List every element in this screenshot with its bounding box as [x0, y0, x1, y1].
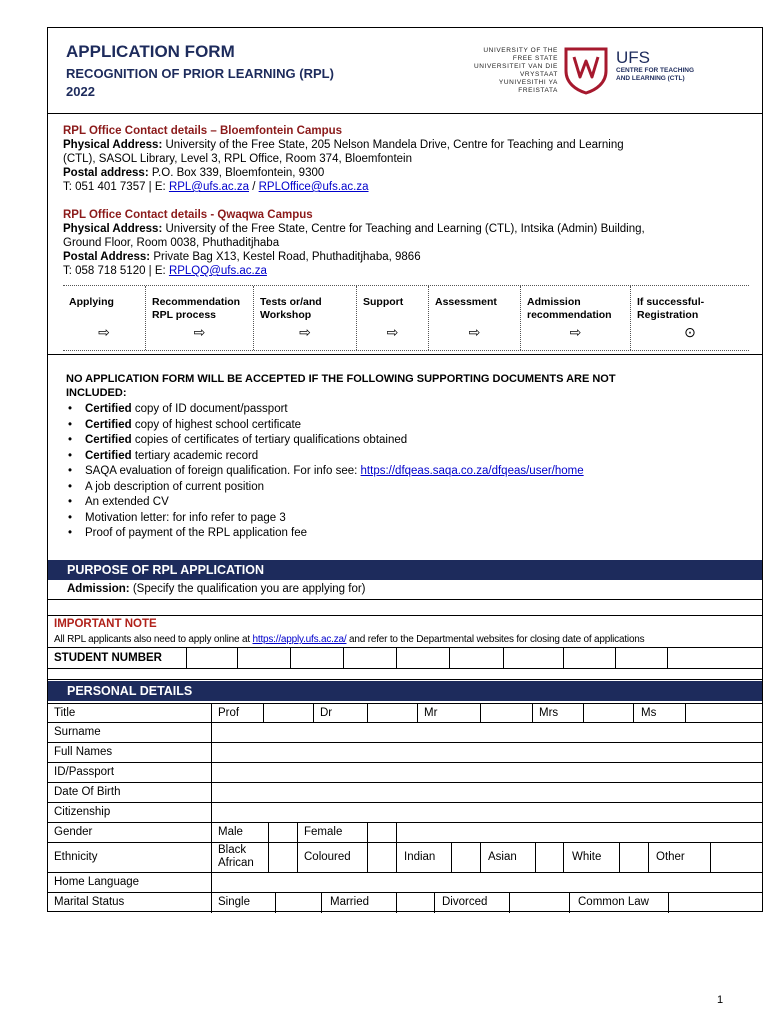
- cell-divider: [211, 843, 212, 872]
- option-female: Female: [304, 826, 343, 838]
- spacer-row: [48, 669, 762, 680]
- arrow-right-icon: ⇨: [299, 324, 311, 340]
- checkbox-divorced[interactable]: [509, 893, 569, 913]
- citizenship-row: [48, 803, 762, 823]
- physical-label: Physical Address:: [63, 223, 163, 235]
- checkbox-married[interactable]: [396, 893, 434, 913]
- phone-text: T: 058 718 5120 | E:: [63, 265, 166, 277]
- step-applying: [63, 286, 145, 350]
- personal-details-band: PERSONAL DETAILS: [48, 681, 762, 701]
- step-admission-recommendation: [520, 286, 630, 350]
- checkbox-single[interactable]: [275, 893, 321, 913]
- step-recommendation: [145, 286, 253, 350]
- phone-text: T: 051 401 7357 | E:: [63, 181, 166, 193]
- ufs-wordmark: UFS: [616, 48, 650, 67]
- purpose-band: PURPOSE OF RPL APPLICATION: [48, 560, 762, 580]
- note-text: All RPL applicants also need to apply online at: [54, 634, 253, 645]
- doc-text: SAQA evaluation of foreign qualification. For info see:: [85, 465, 361, 477]
- student-number-label: STUDENT NUMBER: [54, 652, 162, 664]
- physical-value-cont: (CTL), SASOL Library, Level 3, RPL Office, Room 374, Bloemfontein: [63, 153, 412, 165]
- id-passport-label: ID/Passport: [54, 766, 115, 778]
- checkbox-coloured[interactable]: [367, 843, 396, 872]
- checkbox-dr[interactable]: [367, 704, 417, 722]
- doc-bold: Certified: [85, 403, 132, 415]
- cell-divider: [648, 843, 649, 872]
- email-link-rplqq[interactable]: RPLQQ@ufs.ac.za: [168, 265, 267, 277]
- saqa-link[interactable]: https://dfqeas.saqa.co.za/dfqeas/user/home: [360, 465, 584, 477]
- doc-text: A job description of current position: [85, 480, 264, 493]
- home-language-input[interactable]: [211, 873, 762, 892]
- cell-divider: [313, 704, 314, 722]
- supporting-documents-list: [66, 403, 726, 543]
- gender-row: [48, 823, 762, 843]
- student-number-digit[interactable]: [396, 648, 449, 668]
- cell-divider: [563, 843, 564, 872]
- step-label-2: RPL process: [152, 309, 216, 321]
- option-prof: Prof: [218, 707, 240, 719]
- option-line: African: [218, 857, 254, 869]
- gender-label: Gender: [54, 826, 93, 838]
- option-indian: Indian: [404, 851, 436, 863]
- cell-divider: [480, 843, 481, 872]
- university-line: FREISTATA: [518, 87, 558, 94]
- cell-divider: [211, 823, 212, 842]
- cell-divider: [396, 843, 397, 872]
- option-other: Other: [656, 851, 685, 863]
- postal-value: Private Bag X13, Kestel Road, Phuthaditjhaba, 9866: [153, 251, 421, 263]
- option-asian: Asian: [488, 851, 517, 863]
- student-number-digit[interactable]: [449, 648, 503, 668]
- qwaqwa-contact: [63, 208, 703, 278]
- home-language-label: Home Language: [54, 876, 140, 888]
- physical-label: Physical Address:: [63, 139, 163, 151]
- list-item: [66, 434, 726, 450]
- doc-bold: Certified: [85, 434, 132, 446]
- admission-input-field[interactable]: [48, 600, 762, 616]
- surname-row: [48, 723, 762, 743]
- option-black-african: [218, 844, 254, 870]
- university-line: UNIVERSITEIT VAN DIE: [474, 63, 558, 70]
- citizenship-label: Citizenship: [54, 806, 111, 818]
- student-number-digit[interactable]: [343, 648, 396, 668]
- bloemfontein-phone-email: [63, 180, 703, 194]
- doc-text: Motivation letter: for info refer to page 3: [85, 511, 286, 524]
- list-item: [66, 527, 726, 543]
- step-label-2: Registration: [637, 309, 699, 321]
- email-link-rploffice[interactable]: RPLOffice@ufs.ac.za: [258, 181, 369, 193]
- surname-input[interactable]: [211, 723, 762, 742]
- step-tests-workshop: [253, 286, 356, 350]
- physical-value-cont: Ground Floor, Room 0038, Phuthaditjhaba: [63, 237, 280, 249]
- cell-divider: [532, 704, 533, 722]
- surname-label: Surname: [54, 726, 101, 738]
- option-mr: Mr: [424, 707, 438, 719]
- step-label: Recommendation: [152, 296, 241, 308]
- bloemfontein-heading: RPL Office Contact details – Bloemfontein Campus: [63, 125, 343, 137]
- doc-text: An extended CV: [85, 496, 169, 508]
- notice-line: NO APPLICATION FORM WILL BE ACCEPTED IF THE FOLLOWING SUPPORTING DOCUMENTS ARE NOT: [66, 373, 616, 385]
- university-line: UNIVERSITY OF THE: [483, 47, 558, 54]
- admission-instruction: (Specify the qualification you are applying for): [132, 583, 366, 595]
- option-single: Single: [218, 896, 250, 908]
- bloemfontein-contact: [63, 124, 703, 194]
- doc-bold: Certified: [85, 449, 132, 462]
- cell-divider: [297, 843, 298, 872]
- postal-value: P.O. Box 339, Bloemfontein, 9300: [151, 167, 325, 179]
- list-item: [66, 403, 726, 419]
- arrow-right-icon: ⇨: [98, 324, 110, 340]
- doc-bold: Certified: [85, 418, 132, 431]
- university-line: FREE STATE: [512, 55, 558, 62]
- important-note-text: [54, 634, 644, 645]
- ctl-line: CENTRE FOR TEACHING: [616, 67, 694, 74]
- cell-divider: [396, 823, 397, 842]
- cell-divider: [321, 893, 322, 913]
- form-year: 2022: [66, 84, 95, 99]
- list-item: [66, 450, 726, 466]
- title-row: [48, 703, 762, 723]
- form-subtitle: RECOGNITION OF PRIOR LEARNING (RPL): [66, 66, 334, 81]
- target-icon: ⊙: [684, 324, 696, 340]
- checkbox-male[interactable]: [268, 823, 297, 842]
- step-label: Tests or/and: [260, 296, 322, 308]
- ctl-name: [616, 67, 694, 83]
- option-ms: Ms: [641, 707, 657, 719]
- admission-text: [67, 583, 366, 595]
- checkbox-mr[interactable]: [480, 704, 532, 722]
- step-label: Admission: [527, 296, 581, 308]
- student-number-digit[interactable]: [290, 648, 343, 668]
- option-white: White: [572, 851, 602, 863]
- cell-divider: [211, 704, 212, 722]
- student-number-digit[interactable]: [237, 648, 290, 668]
- physical-value: University of the Free State, Centre for Teaching and Learning (CTL), Intsika (Admin) Building,: [165, 223, 645, 235]
- dob-label: Date Of Birth: [54, 786, 121, 798]
- apply-online-link[interactable]: https://apply.ufs.ac.za/: [252, 634, 347, 645]
- checkbox-asian[interactable]: [535, 843, 563, 872]
- separator: /: [252, 181, 256, 193]
- bloemfontein-postal: [63, 166, 703, 180]
- page-number: 1: [717, 994, 724, 1006]
- list-item: [66, 481, 726, 497]
- option-married: Married: [330, 896, 369, 908]
- option-divorced: Divorced: [442, 896, 488, 908]
- checkbox-other[interactable]: [710, 843, 762, 872]
- checkbox-white[interactable]: [619, 843, 648, 872]
- list-item: [66, 419, 726, 435]
- home-language-row: [48, 873, 762, 893]
- rpl-process-steps: [63, 285, 749, 351]
- form-header: [48, 28, 762, 114]
- arrow-right-icon: ⇨: [386, 324, 399, 340]
- step-assessment: [428, 286, 520, 350]
- step-label: If successful-: [637, 296, 705, 308]
- qwaqwa-heading: RPL Office Contact details - Qwaqwa Campus: [63, 209, 313, 221]
- checkbox-prof[interactable]: [263, 704, 313, 722]
- doc-text: tertiary academic record: [131, 449, 259, 462]
- supporting-documents-notice: [66, 372, 726, 400]
- step-label-2: Workshop: [260, 309, 312, 321]
- list-item: [66, 465, 726, 481]
- cell-divider: [211, 893, 212, 913]
- admission-row: [48, 580, 762, 600]
- full-names-label: Full Names: [54, 746, 113, 758]
- university-line: YUNIVESITHI YA: [498, 79, 558, 86]
- id-passport-input[interactable]: [211, 763, 762, 782]
- checkbox-mrs[interactable]: [583, 704, 633, 722]
- admission-label: Admission:: [67, 583, 130, 595]
- step-support: [356, 286, 428, 350]
- dob-row: [48, 783, 762, 803]
- student-number-digit[interactable]: [667, 648, 762, 668]
- cell-divider: [417, 704, 418, 722]
- qwaqwa-phone-email: [63, 264, 703, 278]
- arrow-right-icon: ⇨: [569, 324, 582, 340]
- arrow-right-icon: ⇨: [193, 324, 206, 340]
- doc-text: copy of highest school certificate: [131, 418, 302, 431]
- list-item: [66, 512, 726, 528]
- full-names-input[interactable]: [211, 743, 762, 762]
- student-number-digit[interactable]: [503, 648, 563, 668]
- full-names-row: [48, 743, 762, 763]
- doc-text: copies of certificates of tertiary qualifications obtained: [131, 434, 408, 446]
- doc-text: copy of ID document/passport: [131, 403, 288, 415]
- marital-status-row: [48, 893, 762, 913]
- step-label: Support: [363, 296, 404, 308]
- option-coloured: Coloured: [304, 851, 351, 863]
- student-number-digit[interactable]: [563, 648, 615, 668]
- checkbox-female[interactable]: [367, 823, 396, 842]
- qwaqwa-postal: [63, 250, 703, 264]
- step-label: Applying: [69, 296, 114, 308]
- cell-divider: [297, 823, 298, 842]
- step-label-2: recommendation: [527, 309, 612, 321]
- marital-status-label: Marital Status: [54, 896, 125, 908]
- university-line: VRYSTAAT: [519, 71, 558, 78]
- important-note-heading: IMPORTANT NOTE: [54, 618, 157, 630]
- cell-divider: [434, 893, 435, 913]
- title-label: Title: [54, 707, 76, 719]
- student-number-row: [48, 647, 762, 669]
- step-label: Assessment: [435, 296, 497, 308]
- ctl-line: AND LEARNING (CTL): [616, 75, 685, 82]
- doc-text: Proof of payment of the RPL application fee: [85, 527, 308, 539]
- note-text: and refer to the Departmental websites for closing date of applications: [346, 634, 645, 645]
- dob-input[interactable]: [211, 783, 762, 802]
- student-number-digit[interactable]: [186, 648, 237, 668]
- university-name: [458, 47, 558, 95]
- application-form: [47, 27, 763, 912]
- checkbox-black-african[interactable]: [268, 843, 297, 872]
- student-number-digit[interactable]: [615, 648, 667, 668]
- physical-value: University of the Free State, 205 Nelson Mandela Drive, Centre for Teaching and Learning: [165, 139, 624, 151]
- cell-divider: [633, 704, 634, 722]
- option-male: Male: [218, 826, 243, 838]
- form-title: APPLICATION FORM: [66, 42, 235, 61]
- checkbox-indian[interactable]: [451, 843, 480, 872]
- divider: [48, 354, 762, 355]
- email-link-rpl[interactable]: RPL@ufs.ac.za: [168, 181, 250, 193]
- option-mrs: Mrs: [539, 707, 559, 719]
- option-common-law: Common Law: [578, 896, 649, 908]
- arrow-right-icon: ⇨: [468, 324, 481, 340]
- postal-label: Postal address:: [63, 167, 149, 179]
- bloemfontein-physical: [63, 138, 703, 152]
- checkbox-ms[interactable]: [685, 704, 762, 722]
- option-line: Black: [218, 844, 247, 856]
- list-item: [66, 496, 726, 512]
- ethnicity-label: Ethnicity: [54, 851, 98, 863]
- ethnicity-row: [48, 843, 762, 873]
- cell-divider: [569, 893, 570, 913]
- option-dr: Dr: [320, 707, 333, 719]
- ufs-crest-logo: [562, 43, 610, 95]
- postal-label: Postal Address:: [63, 251, 151, 263]
- qwaqwa-physical: [63, 222, 703, 236]
- step-registration: [630, 286, 749, 350]
- citizenship-input[interactable]: [211, 803, 762, 822]
- id-passport-row: [48, 763, 762, 783]
- notice-line: INCLUDED:: [66, 387, 127, 399]
- checkbox-common-law[interactable]: [668, 893, 762, 913]
